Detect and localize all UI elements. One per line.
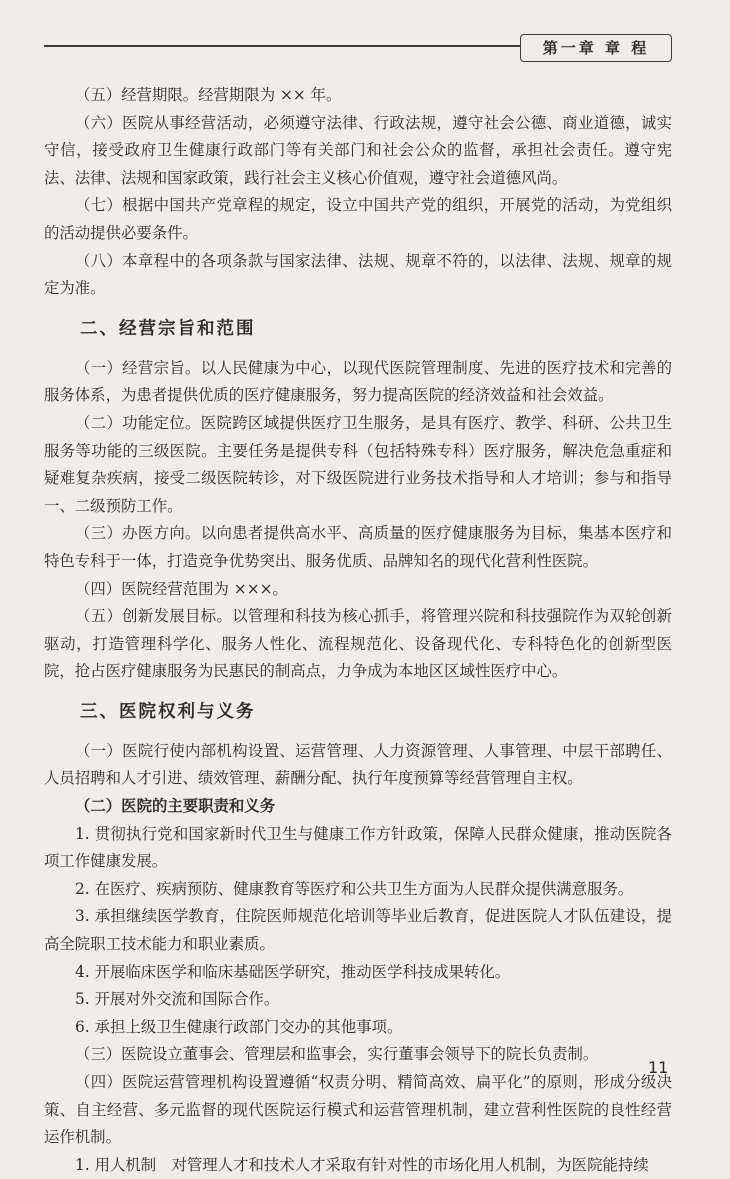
paragraph: （四）医院经营范围为 ×××。 [75, 579, 288, 598]
paragraph: （三）办医方向。以向患者提供高水平、高质量的医疗健康服务为目标，集基本医疗和特色专科于一体，打造竞争优势突出、服务优质、品牌知名的现代化营利性医院。 [44, 524, 672, 570]
paragraph: （五）经营期限。经营期限为 ×× 年。 [75, 86, 342, 104]
paragraph: （四）医院运营管理机构设置遵循“权责分明、精简高效、扁平化”的原则，形成分级决策、自主经营、多元监督的现代医院运行模式和运营管理机制，建立营利性医院的良性经营运作机制。 [44, 1073, 672, 1147]
paragraph: （一）医院行使内部机构设置、运营管理、人力资源管理、人事管理、中层干部聘任、人员招聘和人才引进、绩效管理、薪酬分配、执行年度预算等经营管理自主权。 [44, 741, 672, 788]
list-item: 5. 开展对外交流和国际合作。 [75, 990, 280, 1009]
list-item: 2. 在医疗、疾病预防、健康教育等医疗和公共卫生方面为人民群众提供满意服务。 [75, 879, 634, 898]
chapter-header: 第一章 章 程 [520, 34, 672, 62]
paragraph: （五）创新发展目标。以管理和科技为核心抓手，将管理兴院和科技强院作为双轮创新驱动，打造管理科学化、服务人性化、流程规范化、设备现代化、专科特色化的创新型医院，抢占医疗健康服务为民惠民的制高点，力争成为本地区区域性医疗中心。 [44, 607, 672, 681]
page-number: 11 [648, 1058, 669, 1077]
page-body [44, 82, 672, 1179]
list-item: 6. 承担上级卫生健康行政部门交办的其他事项。 [75, 1017, 403, 1036]
list-item: 4. 开展临床医学和临床基础医学研究，推动医学科技成果转化。 [75, 962, 511, 981]
paragraph: （二）功能定位。医院跨区域提供医疗卫生服务，是具有医疗、教学、科研、公共卫生服务等功能的三级医院。主要任务是提供专科（包括特殊专科）医疗服务，解决危急重症和疑难复杂疾病，接受二级医院转诊，对下级医院进行业务技术指导和人才培训；参与和指导一、二级预防工作。 [44, 413, 672, 515]
paragraph: 1. 用人机制 对管理人才和技术人才采取有针对性的市场化用人机制，为医院能持续 [75, 1155, 649, 1174]
paragraph: （六）医院从事经营活动，必须遵守法律、行政法规，遵守社会公德、商业道德，诚实守信，接受政府卫生健康行政部门等有关部门和社会公众的监督，承担社会责任。遵守宪法、法律、法规和国家政策，践行社会主义核心价值观，遵守社会道德风尚。 [44, 113, 672, 187]
paragraph: （三）医院设立董事会、管理层和监事会，实行董事会领导下的院长负责制。 [75, 1045, 599, 1064]
section-heading: 二、经营宗旨和范围 [80, 318, 256, 339]
section-heading: 三、医院权利与义务 [80, 701, 256, 722]
paragraph: （七）根据中国共产党章程的规定，设立中国共产党的组织，开展党的活动，为党组织的活动提供必要条件。 [44, 196, 672, 242]
paragraph: （一）经营宗旨。以人民健康为中心，以现代医院管理制度、先进的医疗技术和完善的服务体系，为患者提供优质的医疗健康服务，努力提高医院的经济效益和社会效益。 [44, 358, 672, 405]
subheading: （二）医院的主要职责和义务 [75, 797, 276, 816]
list-item: 1. 贯彻执行党和国家新时代卫生与健康工作方针政策，保障人民群众健康，推动医院各项工作健康发展。 [44, 824, 672, 871]
list-item: 3. 承担继续医学教育，住院医师规范化培训等毕业后教育，促进医院人才队伍建设，提高全院职工技术能力和职业素质。 [44, 907, 672, 954]
paragraph: （八）本章程中的各项条款与国家法律、法规、规章不符的，以法律、法规、规章的规定为准。 [44, 251, 672, 298]
